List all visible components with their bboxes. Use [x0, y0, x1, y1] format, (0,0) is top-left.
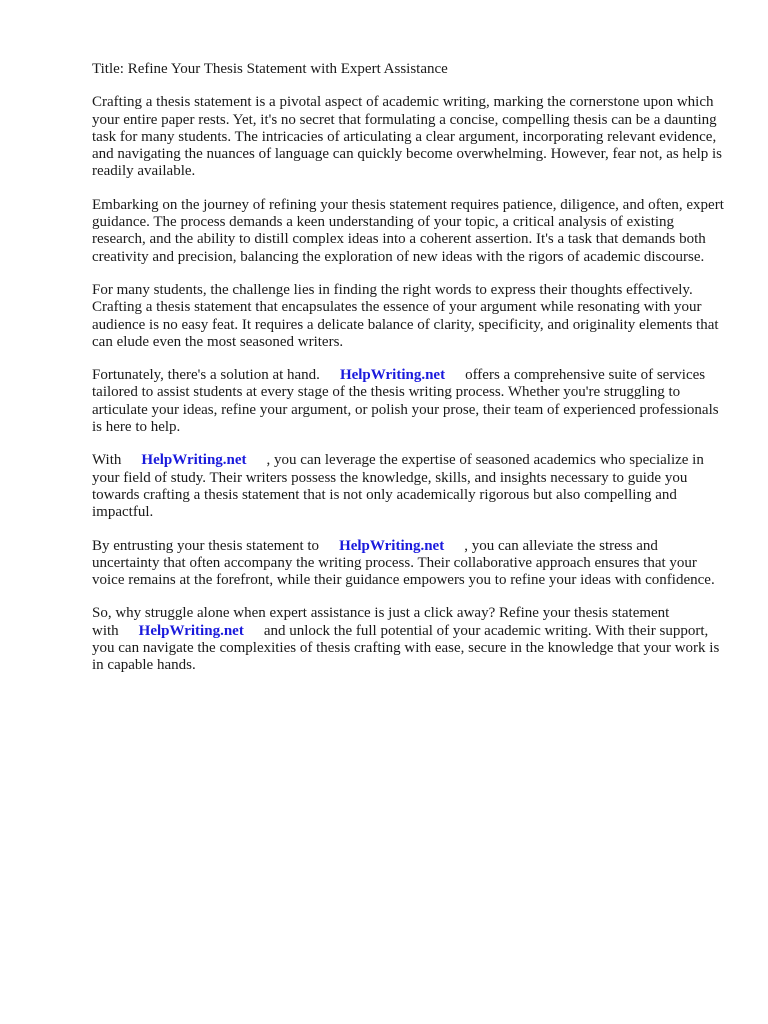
paragraph-7-text-after: and unlock the full potential of your academic writing. With their support, you can navigate the complexities of thesis crafting with ease, secure in the knowledge that your work is in capable hands.: [92, 622, 720, 674]
paragraph-2: [92, 197, 728, 266]
paragraph-4-text-before: Fortunately, there's a solution at hand.: [92, 367, 320, 384]
paragraph-6-text-after: , you can alleviate the stress and uncertainty that often accompany the writing process. Their collaborative approach ensures that your voice remains at the forefront, while their guidance empowers you to refine your ideas with confidence.: [92, 537, 715, 589]
helpwriting-link-1[interactable]: HelpWriting.net: [339, 367, 446, 384]
paragraph-7: [92, 605, 728, 674]
helpwriting-link-2[interactable]: HelpWriting.net: [141, 452, 247, 469]
paragraph-2-text: Embarking on the journey of refining your thesis statement requires patience, diligence, and often, expert guidance. The process demands a keen understanding of your topic, a critical analysis of existing research, and the ability to distill complex ideas into a coherent assertion. It's a task that demands both creativity and precision, balancing the exploration of new ideas with the rigors of academic discourse.: [92, 196, 724, 265]
helpwriting-link-3[interactable]: HelpWriting.net: [339, 537, 445, 554]
paragraph-7-text-before: So, why struggle alone when expert assistance is just a click away? Refine your thesis statement with: [92, 605, 670, 639]
helpwriting-link-4[interactable]: HelpWriting.net: [138, 622, 244, 639]
paragraph-1-text: Crafting a thesis statement is a pivotal aspect of academic writing, marking the cornerstone upon which your entire paper rests. Yet, it's no secret that formulating a concise, compelling thesis can be a daunting task for many students. The intricacies of articulating a clear argument, incorporating relevant evidence, and navigating the nuances of language can quickly become overwhelming. However, fear not, as help is readily available.: [92, 94, 723, 180]
paragraph-3: [92, 282, 728, 351]
paragraph-5-text-after: , you can leverage the expertise of seasoned academics who specialize in your field of study. Their writers possess the knowledge, skills, and insights necessary to guide you towards crafting a thesis statement that is not only academically rigorous but also compelling and impactful.: [92, 452, 704, 521]
paragraph-5: [92, 452, 728, 521]
paragraph-5-text-before: With: [92, 452, 122, 469]
paragraph-4-text-after: offers a comprehensive suite of services tailored to assist students at every stage of the thesis writing process. Whether you're struggling to articulate your ideas, refine your argument, or polish your prose, their team of experienced professionals is here to help.: [92, 367, 719, 436]
paragraph-6: [92, 538, 728, 590]
paragraph-6-text-before: By entrusting your thesis statement to: [92, 537, 320, 554]
paragraph-1: [92, 94, 728, 180]
paragraph-4: [92, 367, 728, 436]
paragraph-3-text: For many students, the challenge lies in finding the right words to express their thoughts effectively. Crafting a thesis statement that encapsulates the essence of your argument while resonating with your audience is no easy feat. It requires a delicate balance of clarity, specificity, and originality elements that can elude even the most seasoned writers.: [92, 281, 719, 350]
document-title: Title: Refine Your Thesis Statement with Expert Assistance: [92, 61, 448, 77]
